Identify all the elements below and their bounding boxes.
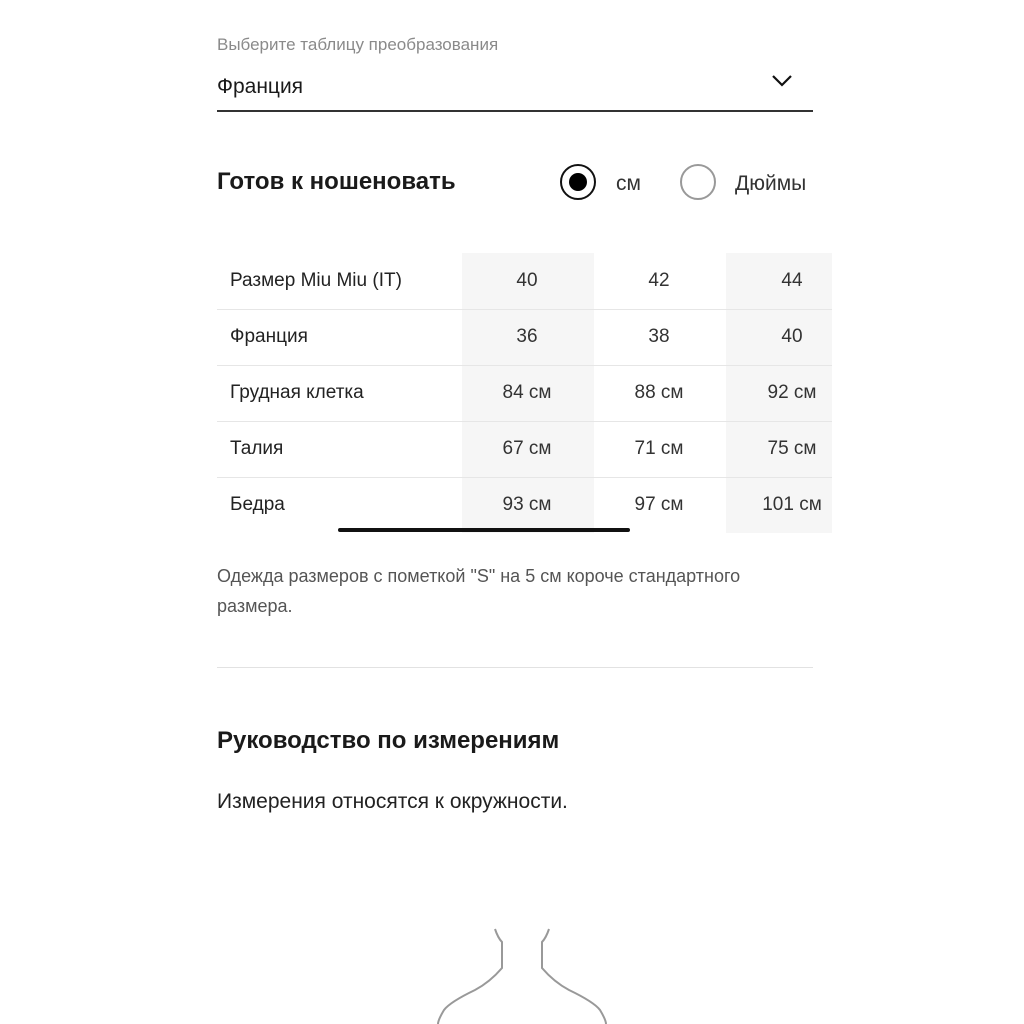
- table-row: [217, 309, 832, 366]
- unit-radio-inches[interactable]: [680, 164, 716, 200]
- table-horizontal-scrollbar[interactable]: [338, 528, 630, 532]
- conversion-table-select[interactable]: [217, 70, 813, 112]
- table-cell: 84 см: [502, 382, 552, 403]
- table-cell: 40: [516, 270, 538, 291]
- table-cell: 38: [648, 326, 670, 347]
- table-cell: 75 см: [767, 438, 817, 459]
- body-silhouette-icon: [420, 920, 620, 1024]
- table-row: [217, 253, 832, 310]
- row-label: Грудная клетка: [230, 382, 364, 403]
- unit-radio-inches-label[interactable]: Дюймы: [735, 172, 807, 195]
- divider: [217, 667, 813, 668]
- table-row: [217, 477, 832, 533]
- measurement-guide-text: Измерения относятся к окружности.: [217, 790, 568, 813]
- table-cell: 40: [781, 326, 803, 347]
- chevron-down-icon: [771, 74, 793, 88]
- conversion-select-value: Франция: [217, 75, 304, 98]
- table-row: [217, 421, 832, 478]
- table-cell: 44: [781, 270, 803, 291]
- row-label: Размер Miu Miu (IT): [230, 270, 402, 291]
- size-note: Одежда размеров с пометкой "S" на 5 см короче стандартного размера.: [217, 566, 741, 616]
- table-cell: 88 см: [634, 382, 684, 403]
- section-title: Готов к ношеновать: [217, 168, 456, 195]
- table-cell: 97 см: [634, 494, 684, 515]
- table-cell: 92 см: [767, 382, 817, 403]
- measurement-guide-title: Руководство по измерениям: [217, 727, 560, 754]
- table-cell: 71 см: [634, 438, 684, 459]
- unit-radio-cm[interactable]: [560, 164, 596, 200]
- row-label: Бедра: [230, 494, 285, 515]
- table-row: [217, 365, 832, 422]
- table-cell: 101 см: [762, 494, 822, 515]
- row-label: Франция: [230, 326, 308, 347]
- table-cell: 42: [648, 270, 670, 291]
- size-table: [217, 253, 832, 533]
- table-cell: 93 см: [502, 494, 552, 515]
- table-cell: 36: [516, 326, 538, 347]
- conversion-select-label: Выберите таблицу преобразования: [217, 35, 499, 54]
- row-label: Талия: [230, 438, 284, 459]
- unit-radio-cm-label[interactable]: см: [616, 172, 641, 195]
- table-cell: 67 см: [502, 438, 552, 459]
